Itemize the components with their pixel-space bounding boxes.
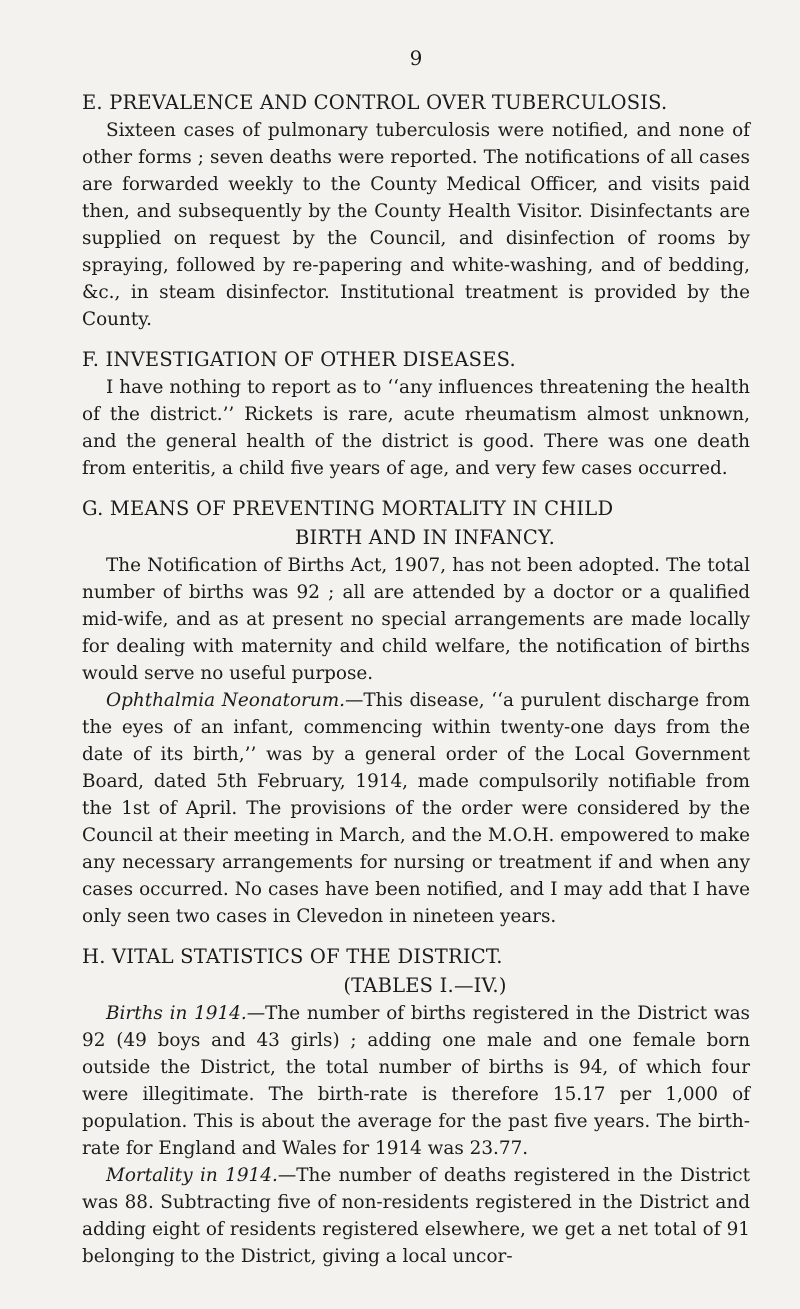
section-g-heading-line1: G. MEANS OF PREVENTING MORTALITY IN CHILD: [82, 497, 614, 520]
section-e: [82, 88, 750, 333]
section-h-heading: [82, 942, 750, 1000]
mortality-lead: Mortality in 1914.: [106, 1165, 278, 1186]
section-f-heading: F. INVESTIGATION OF OTHER DISEASES.: [82, 348, 516, 371]
births-lead: Births in 1914.: [106, 1003, 247, 1024]
section-g-paragraph-2: [82, 687, 750, 930]
births-body: —The number of births registered in the District was 92 (49 boys and 43 girls) ; adding one male and one female born outside the District, the total number of births is 94, of which four were illegitimate. The birth-rate is therefore 15.17 per 1,000 of population. This is about the average for the past five years. The birth-rate for England and Wales for 1914 was 23.77.: [82, 1003, 750, 1159]
section-h-paragraph-births: [82, 1000, 750, 1162]
section-e-paragraph: Sixteen cases of pulmonary tuberculosis were notified, and none of other forms ; seven deaths were reported. The notifications of all cases are forwarded weekly to the County Medical Officer, and visits paid then, and subsequently by the County Health Visitor. Disinfectants are supplied on request by the Council, and disinfection of rooms by spraying, followed by re-papering and white-washing, and of bedding, &c., in steam disinfector. Institutional treatment is provided by the County.: [82, 120, 750, 330]
section-h-paragraph-mortality: [82, 1162, 750, 1270]
page-number: 9: [409, 46, 423, 70]
section-h-heading-line2: (TABLES I.—IV.): [343, 974, 507, 997]
ophthalmia-lead: Ophthalmia Neonatorum.: [106, 690, 345, 711]
section-g-paragraph-1: The Notification of Births Act, 1907, has not been adopted. The total number of births was 92 ; all are attended by a doctor or a qualified mid-wife, and as at present no special arrangements are made locally for dealing with maternity and child welfare, the notification of births would serve no useful purpose.: [82, 555, 750, 684]
section-f: [82, 345, 750, 482]
section-g-heading: [82, 494, 750, 552]
section-g-heading-line2: BIRTH AND IN INFANCY.: [295, 526, 555, 549]
section-f-paragraph: I have nothing to report as to ‘‘any influences threatening the health of the district.’’ Rickets is rare, acute rheumatism almost unknown, and the general health of the district is good. There was one death from enteritis, a child five years of age, and very few cases occurred.: [82, 377, 750, 479]
section-h-heading-line1: H. VITAL STATISTICS OF THE DISTRICT.: [82, 945, 503, 968]
mortality-body: —The number of deaths registered in the District was 88. Subtracting five of non-residents registered in the District and adding eight of residents registered elsewhere, we get a net total of 91 belonging to the District, giving a local uncor-: [82, 1165, 751, 1267]
section-e-heading: E. PREVALENCE AND CONTROL OVER TUBERCULOSIS.: [82, 91, 668, 114]
section-h: [82, 942, 750, 1270]
ophthalmia-body: —This disease, ‘‘a purulent discharge from the eyes of an infant, commencing within twenty-one days from the date of its birth,’’ was by a general order of the Local Government Board, dated 5th February, 1914, made compulsorily notifiable from the 1st of April. The provisions of the order were considered by the Council at their meeting in March, and the M.O.H. empowered to make any necessary arrangements for nursing or treatment if and when any cases occurred. No cases have been notified, and I may add that I have only seen two cases in Clevedon in nineteen years.: [82, 690, 750, 927]
section-g: [82, 494, 750, 930]
